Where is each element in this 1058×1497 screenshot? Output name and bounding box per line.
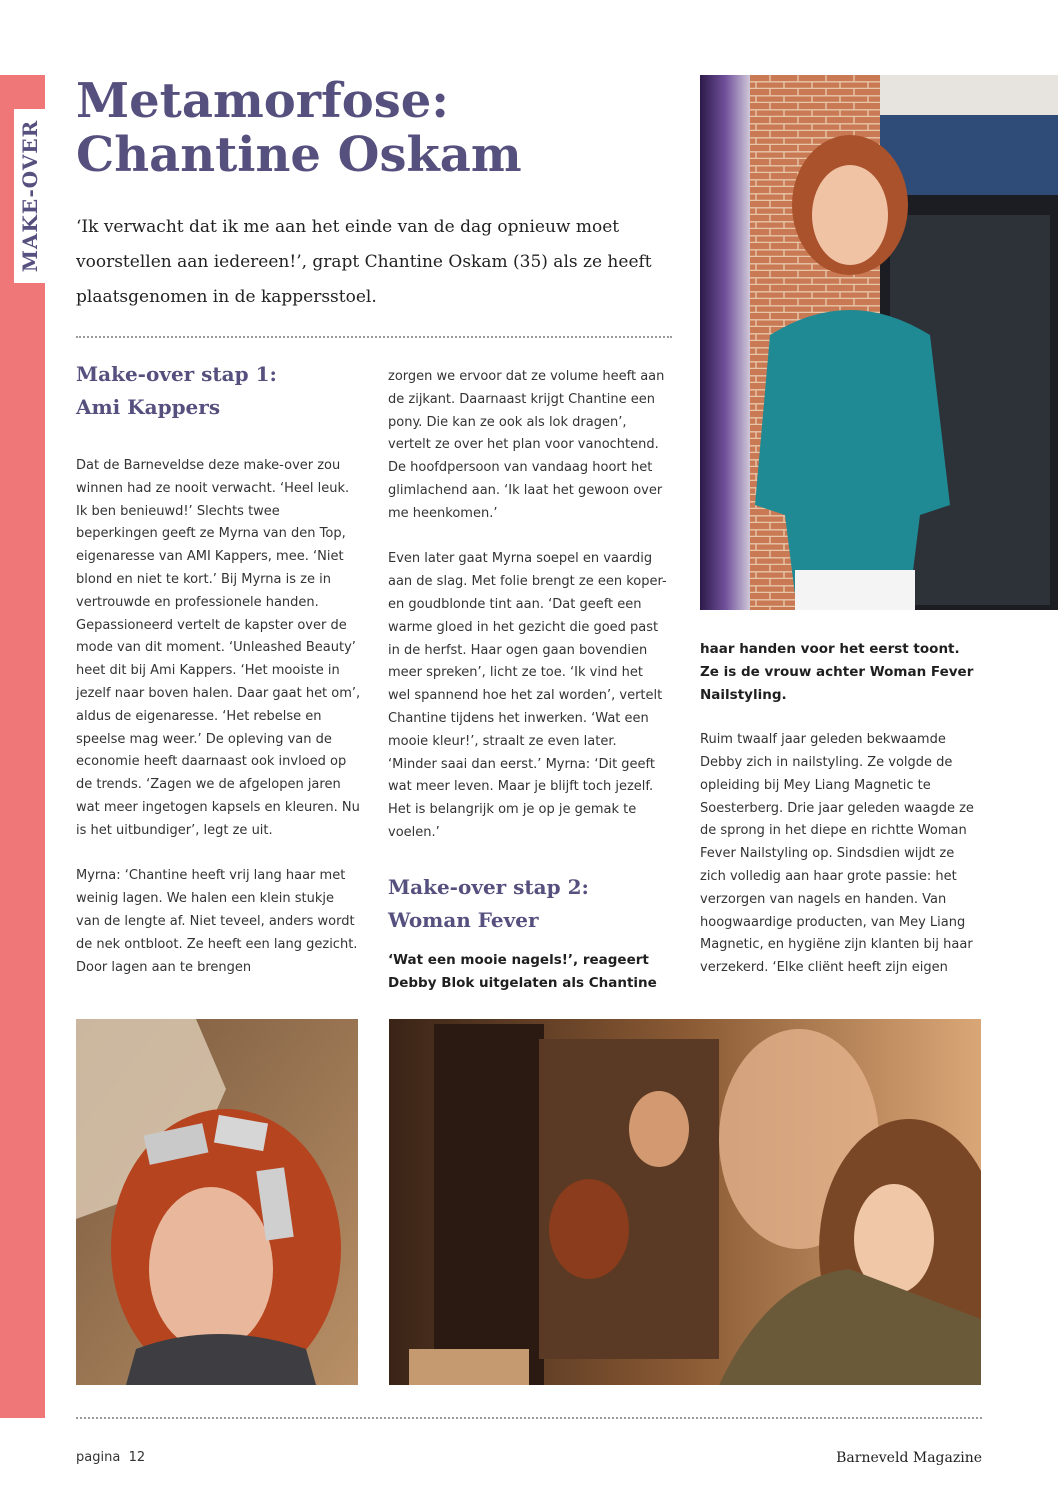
section-heading-1-line1: Make-over stap 1: — [76, 362, 277, 386]
bottom-divider — [76, 1417, 982, 1419]
article-title — [76, 74, 676, 182]
page-label: pagina — [76, 1450, 121, 1465]
body-paragraph: Ruim twaalf jaar geleden bekwaamde Debby zich in nailstyling. Ze volgde de opleiding bij Mey Liang Magnetic te Soesterberg. Drie jaar geleden waagde ze de sprong in het diepe en richtte Woman Fever Nailstyling op. Sindsdien wijdt ze zich volledig aan haar grote passie: het verzorgen van nagels en handen. Van hoogwaardige producten, van Mey Liang Magnetic, en hygiëne zijn klanten bij haar verzekerd. ‘Elke cliënt heeft zijn eigen — [700, 732, 974, 976]
section-tab — [14, 109, 47, 283]
foil-coloring-photo-image — [76, 1019, 358, 1385]
column-1 — [76, 358, 361, 979]
section-heading-1-line2: Ami Kappers — [76, 395, 221, 419]
body-paragraph: Dat de Barneveldse deze make-over zou winnen had ze nooit verwacht. ‘Heel leuk. Ik ben benieuwd!’ Slechts twee beperkingen geeft ze Myrna van den Top, eigenaresse van AMI Kappers, mee. ‘Niet blond en niet te kort.’ Bij Myrna is ze in vertrouwde en professionele handen. Gepassioneerd vertelt de kapster over de mode van dit moment. ‘Unleashed Beauty’ heet dit bij Ami Kappers. ‘Het mooiste in jezelf naar boven halen. Daar gaat het om’, aldus de eigenaresse. ‘Het rebelse en speelse mag weer.’ De opleving van de economie heeft daarnaast ook invloed op de trends. ‘Zagen we de afgelopen jaren wat meer ingetogen kapsels en kleuren. Nu is het uitbundiger’, legt ze uit. — [76, 458, 361, 838]
lead-paragraph: ‘Wat een mooie nagels!’, reageert Debby Blok uitgelaten als Chantine — [388, 951, 657, 991]
title-line-2: Chantine Oskam — [76, 127, 522, 183]
page-number-label — [76, 1450, 145, 1465]
page-number: 12 — [128, 1450, 146, 1465]
article-intro: ‘Ik verwacht dat ik me aan het einde van de dag opnieuw moet voorstellen aan iedereen!’, grapt Chantine Oskam (35) als ze heeft plaatsgenomen in de kappersstoel. — [76, 217, 652, 307]
portrait-photo — [700, 75, 1058, 610]
section-heading-2-line1: Make-over stap 2: — [388, 874, 589, 899]
section-heading-2 — [388, 871, 668, 937]
section-heading-1 — [76, 358, 361, 424]
nail-styling-photo-image — [389, 1019, 981, 1385]
body-paragraph: Myrna: ‘Chantine heeft vrij lang haar met weinig lagen. We halen een klein stukje van de lengte af. Niet teveel, anders wordt de nek ontbloot. Ze heeft een lang gezicht. Door lagen aan te brengen — [76, 868, 358, 975]
body-paragraph: zorgen we ervoor dat ze volume heeft aan de zijkant. Daarnaast krijgt Chantine een pony. Die kan ze ook als lok dragen’, vertelt ze over het plan voor vanochtend. De hoofdpersoon van vandaag hoort het glimlachend aan. ‘Ik laat het gewoon over me heenkomen.’ — [388, 369, 665, 521]
column-3 — [700, 638, 982, 980]
column-2 — [388, 366, 668, 994]
nail-styling-photo — [389, 1019, 981, 1385]
portrait-photo-image — [700, 75, 1058, 610]
lead-paragraph: haar handen voor het eerst toont. Ze is de vrouw achter Woman Fever Nailstyling. — [700, 641, 974, 703]
foil-coloring-photo — [76, 1019, 358, 1385]
title-line-1: Metamorfose: — [76, 73, 449, 129]
section-heading-2-line2: Woman Fever — [388, 907, 539, 932]
body-paragraph: Even later gaat Myrna soepel en vaardig aan de slag. Met folie brengt ze een koper- en goudblonde tint aan. ‘Dat geeft een warme gloed in het gezicht die goed past in de herfst. Haar ogen gaan bovendien meer spreken’, licht ze toe. ‘Ik vind het wel spannend hoe het zal worden’, vertelt Chantine tijdens het inwerken. ‘Wat een mooie kleur!’, straalt ze even later. ‘Minder saai dan eerst.’ Myrna: ‘Dit geeft wat meer leven. Maar je blijft toch jezelf. Het is belangrijk om je op je gemak te voelen.’ — [388, 551, 667, 840]
magazine-name: Barneveld Magazine — [836, 1450, 982, 1466]
top-divider — [76, 336, 672, 338]
section-tab-label: MAKE-OVER — [18, 119, 43, 273]
